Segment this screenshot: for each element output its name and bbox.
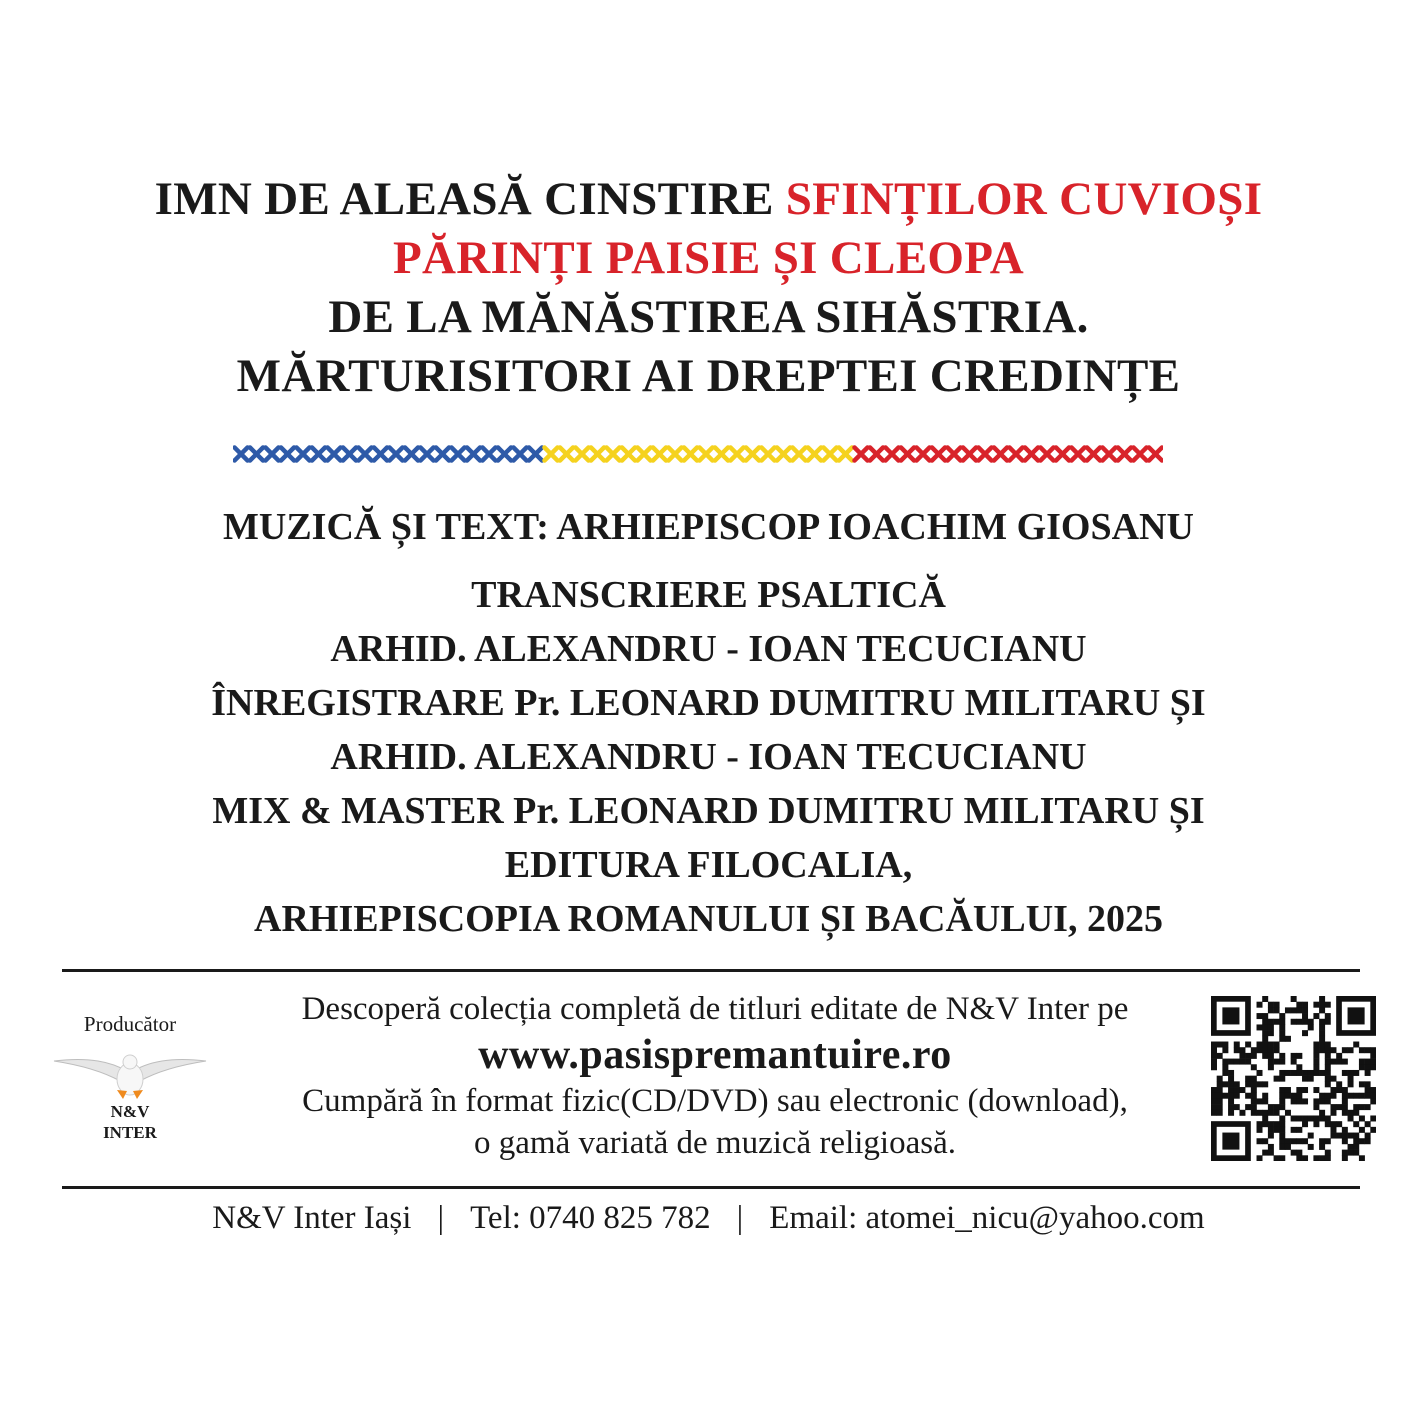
bottom-divider — [62, 1186, 1360, 1189]
credit-transcriber: ARHID. ALEXANDRU - IOAN TECUCIANU — [330, 628, 1087, 670]
credit-transcription: TRANSCRIERE PSALTICĂ — [471, 574, 946, 616]
credits-block — [0, 500, 1417, 946]
footer-phone[interactable]: Tel: 0740 825 782 — [470, 1200, 711, 1236]
producer-name-line-2: INTER — [103, 1123, 157, 1142]
qr-code-icon[interactable] — [1211, 996, 1376, 1161]
credit-recording-2: ARHID. ALEXANDRU - IOAN TECUCIANU — [330, 736, 1087, 778]
footer-company: N&V Inter Iași — [212, 1200, 412, 1236]
website-link[interactable]: www.pasispremantuire.ro — [478, 1032, 952, 1078]
credit-archdiocese: ARHIEPISCOPIA ROMANULUI ȘI BACĂULUI, 2025 — [254, 898, 1163, 940]
producer-logo — [45, 1012, 215, 1143]
tricolor-crossstitch-border — [233, 440, 1163, 468]
credit-mix-master: MIX & MASTER Pr. LEONARD DUMITRU MILITARU ȘI — [212, 790, 1205, 832]
promo-line-1: Descoperă colecția completă de titluri editate de N&V Inter pe — [301, 991, 1129, 1027]
footer-contact — [0, 1200, 1417, 1237]
producer-name-line-1: N&V — [110, 1102, 150, 1121]
footer-separator: | — [437, 1200, 445, 1236]
dove-icon — [50, 1039, 210, 1101]
credit-recording: ÎNREGISTRARE Pr. LEONARD DUMITRU MILITARU ȘI — [211, 682, 1206, 724]
title-line-1-red: SFINȚILOR CUVIOȘI — [785, 173, 1263, 225]
footer-email[interactable]: Email: atomei_nicu@yahoo.com — [769, 1200, 1205, 1236]
title-block — [0, 170, 1417, 406]
title-line-1 — [0, 170, 1417, 229]
title-line-3: DE LA MĂNĂSTIREA SIHĂSTRIA. — [328, 291, 1089, 343]
credit-music-text: MUZICĂ ȘI TEXT: ARHIEPISCOP IOACHIM GIOSANU — [223, 506, 1194, 548]
title-line-2: PĂRINȚI PAISIE ȘI CLEOPA — [393, 232, 1024, 284]
title-line-1-black: IMN DE ALEASĂ CINSTIRE — [154, 173, 786, 225]
title-line-4: MĂRTURISITORI AI DREPTEI CREDINȚE — [236, 350, 1181, 402]
promo-line-4: o gamă variată de muzică religioasă. — [474, 1125, 956, 1161]
footer-separator: | — [736, 1200, 744, 1236]
promo-line-3: Cumpără în format fizic(CD/DVD) sau electronic (download), — [302, 1083, 1128, 1119]
top-divider — [62, 969, 1360, 972]
producer-label: Producător — [83, 1012, 177, 1036]
promo-block — [215, 988, 1215, 1164]
credit-publisher: EDITURA FILOCALIA, — [504, 844, 913, 886]
